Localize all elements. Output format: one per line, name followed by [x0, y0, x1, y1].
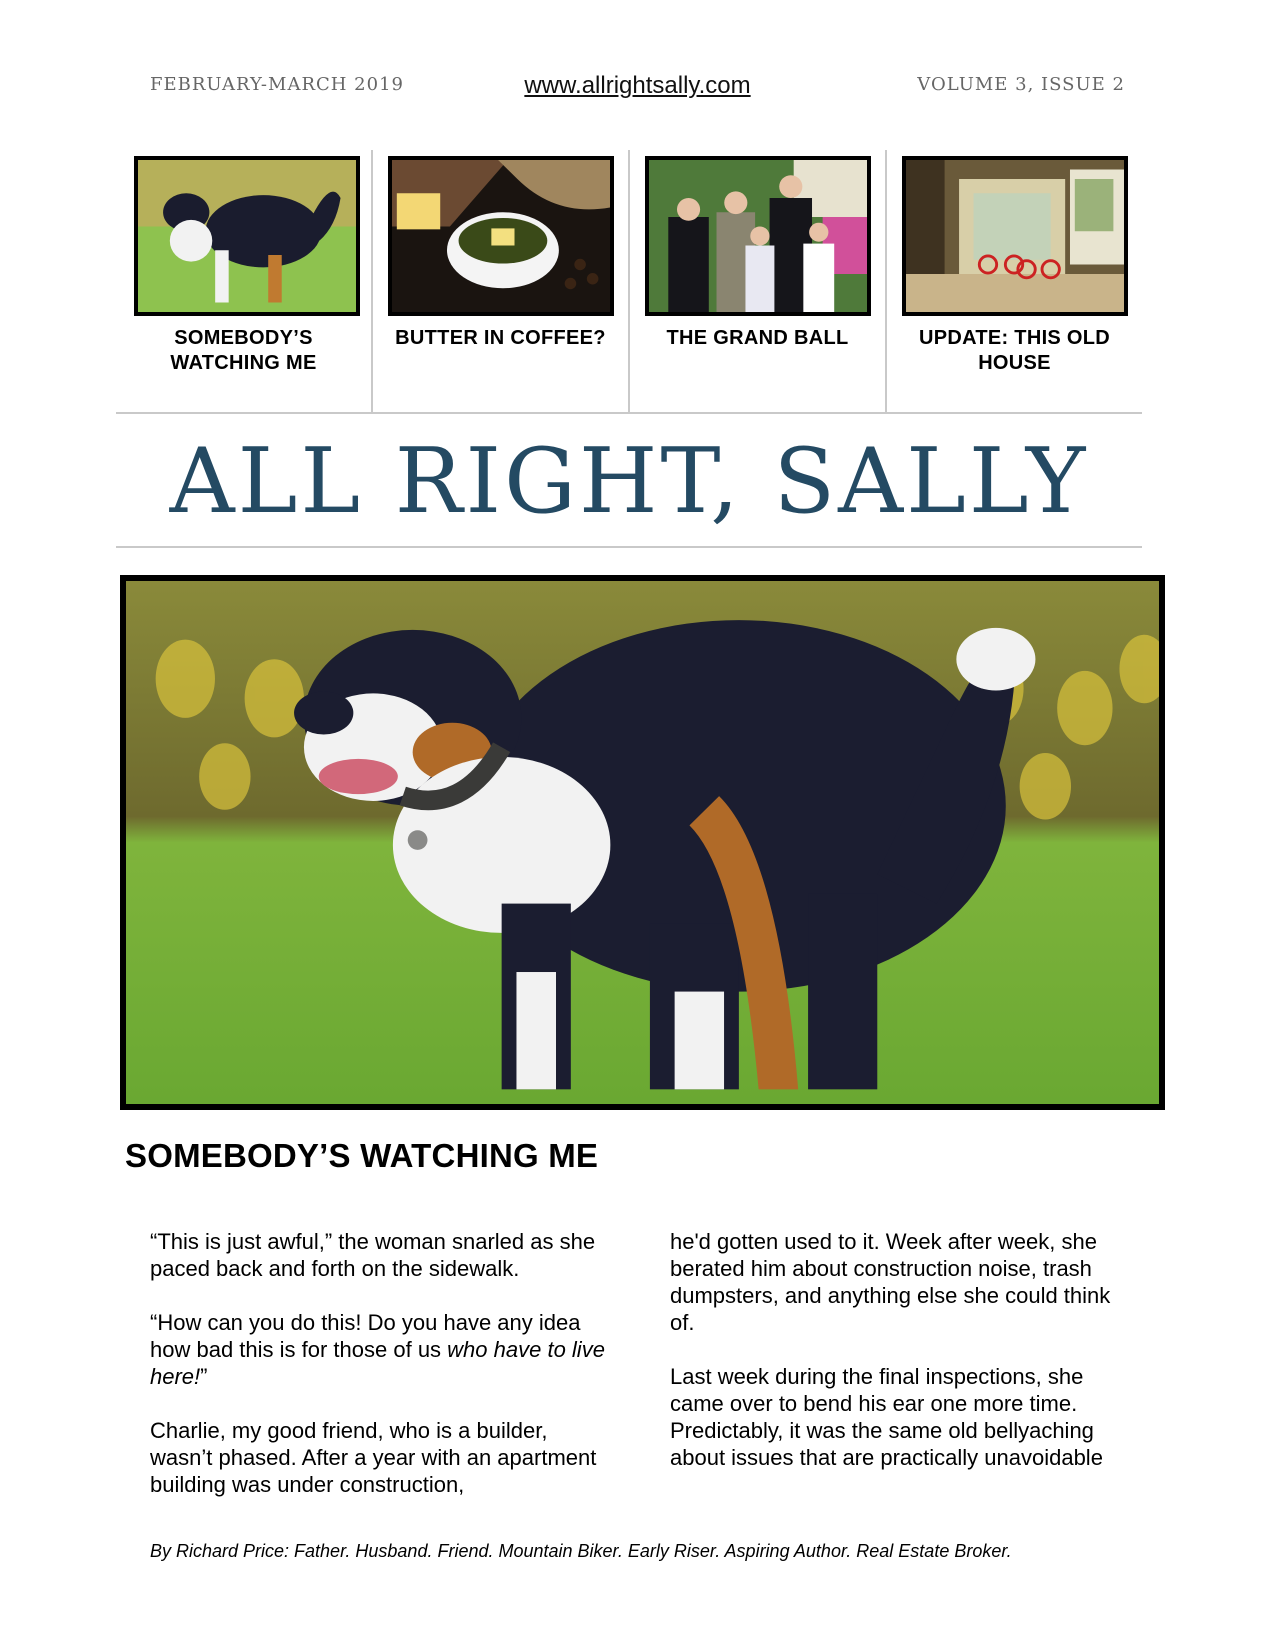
header-bar — [0, 72, 1275, 112]
family-thumbnail[interactable] — [645, 156, 871, 316]
dog-thumbnail[interactable] — [134, 156, 360, 316]
author-byline: By Richard Price: Father. Husband. Friend. Mountain Biker. Early Riser. Aspiring Author. Real Estate Broker. — [150, 1541, 1012, 1561]
newsletter-title: ALL RIGHT, SALLY — [169, 429, 1089, 534]
article-body — [150, 1228, 1130, 1525]
teaser-label: BUTTER IN COFFEE? — [395, 327, 606, 349]
article-column-right — [670, 1228, 1130, 1525]
paragraph: he'd gotten used to it. Week after week, she berated him about construction noise, trash dumpsters, and anything else she could think of. — [670, 1229, 1111, 1335]
paragraph-text: “How can you do this! Do you have any idea how bad this is for those of us — [150, 1310, 581, 1362]
article-column-left — [150, 1228, 610, 1525]
teaser-label: SOMEBODY’S WATCHING ME — [170, 327, 317, 374]
article-headline: SOMEBODY’S WATCHING ME — [125, 1137, 599, 1174]
paragraph-emphasis: who have to live here! — [150, 1337, 605, 1389]
paragraph: Charlie, my good friend, who is a builder, wasn’t phased. After a year with an apartment building was under construction, — [150, 1418, 597, 1497]
teaser-strip — [116, 150, 1142, 414]
teaser-update-this-old-house[interactable] — [885, 150, 1142, 412]
paragraph: “This is just awful,” the woman snarled as she paced back and forth on the sidewalk. — [150, 1229, 596, 1281]
paragraph — [150, 1309, 610, 1390]
volume-issue: VOLUME 3, ISSUE 2 — [917, 74, 1125, 95]
teaser-butter-in-coffee[interactable] — [371, 150, 628, 412]
issue-date: FEBRUARY-MARCH 2019 — [150, 74, 404, 95]
teaser-label: UPDATE: THIS OLD HOUSE — [918, 327, 1111, 374]
teaser-the-grand-ball[interactable] — [628, 150, 885, 412]
closing-quote: ” — [200, 1364, 208, 1389]
paragraph: Last week during the final inspections, she came over to bend his ear one more time. Predictably, it was the same old bellyaching about issues that are practically unavoidable — [670, 1364, 1103, 1470]
house-thumbnail[interactable] — [902, 156, 1128, 316]
teaser-label: THE GRAND BALL — [666, 327, 849, 349]
hero-dog-photo — [120, 575, 1165, 1110]
masthead — [116, 412, 1142, 548]
teaser-somebodys-watching-me[interactable] — [116, 150, 371, 412]
website-link[interactable]: www.allrightsally.com — [524, 72, 751, 99]
coffee-thumbnail[interactable] — [388, 156, 614, 316]
